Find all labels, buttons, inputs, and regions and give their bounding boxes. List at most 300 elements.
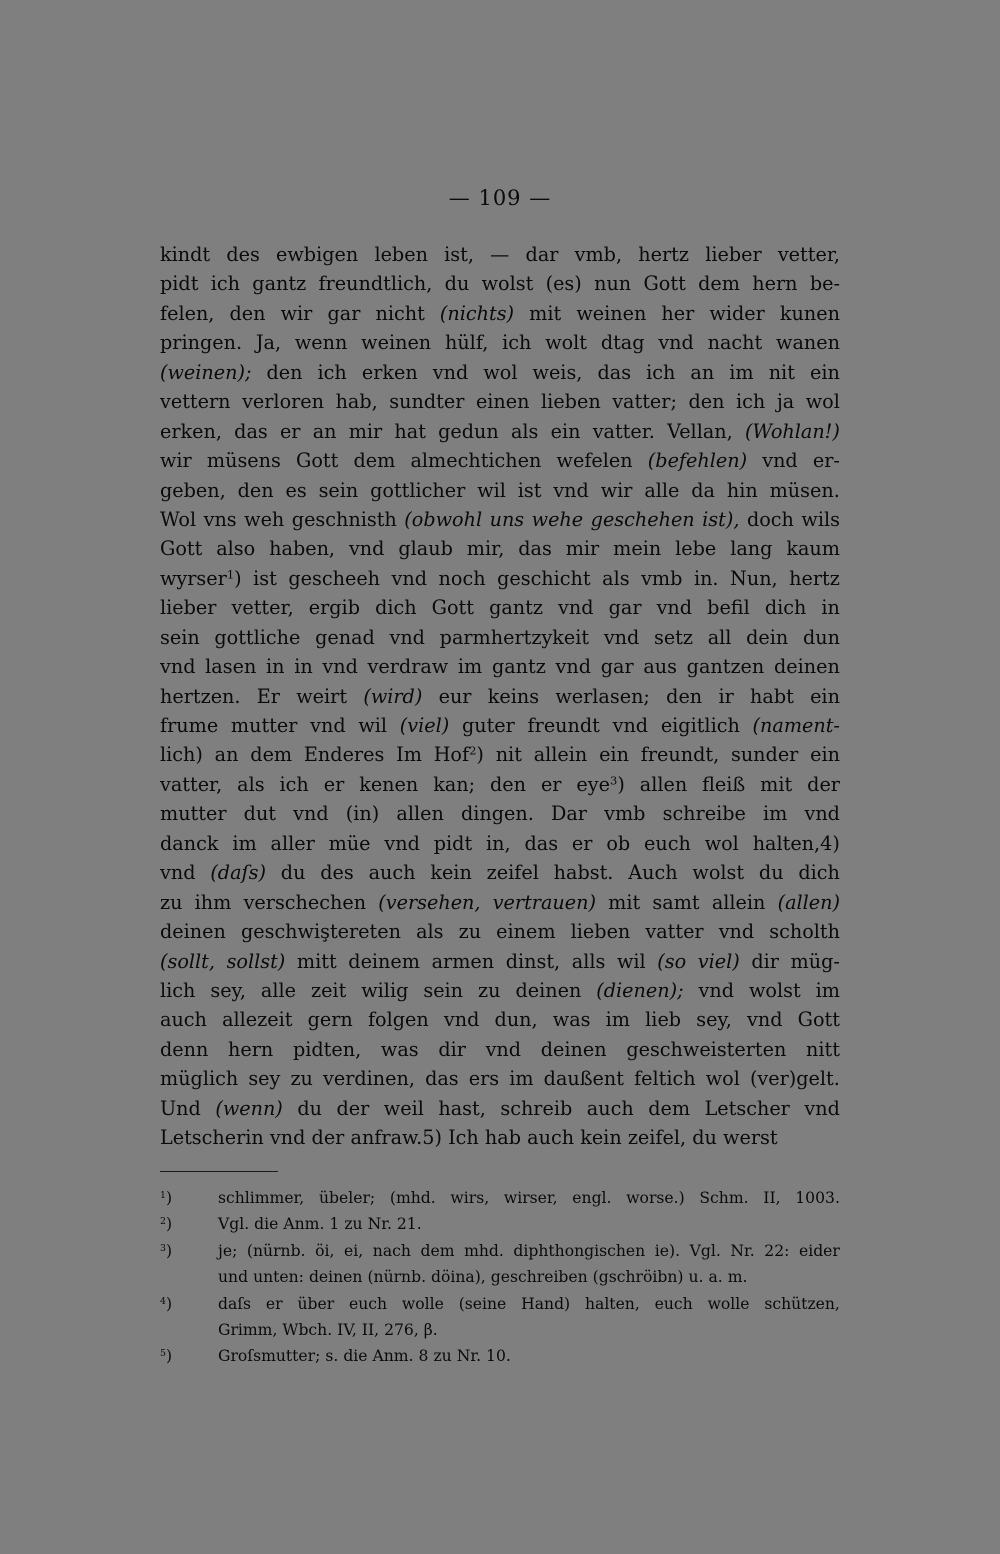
word: vnd <box>612 714 649 737</box>
word: im <box>815 978 840 1002</box>
word: ein <box>599 743 629 767</box>
word: be- <box>809 272 840 296</box>
word: hern <box>752 272 798 296</box>
text-line <box>160 1126 840 1155</box>
word: lasen <box>205 655 257 679</box>
word: (sollt, <box>160 949 215 973</box>
word: ein <box>810 684 840 708</box>
word: Nr. <box>456 1347 482 1366</box>
word: diphthongischen <box>513 1241 646 1260</box>
word: Grimm, <box>218 1320 278 1339</box>
word: sein <box>423 978 464 1002</box>
word: wenn <box>294 331 348 355</box>
word: (weinen); <box>160 360 252 384</box>
word: mhd. <box>464 1241 504 1260</box>
footnote <box>160 1268 840 1294</box>
word: dut <box>243 802 277 826</box>
word: müg- <box>790 949 840 973</box>
word: was <box>380 1037 419 1061</box>
word: (allen) <box>777 890 840 914</box>
word: lieben <box>570 920 631 944</box>
word: weil <box>383 1096 424 1120</box>
word: an <box>312 419 337 443</box>
word: zu <box>290 1067 313 1091</box>
word: ist, <box>444 243 474 266</box>
word: du <box>692 1126 717 1150</box>
word: befil <box>707 596 750 620</box>
footnote-number: $^2$) <box>160 1215 173 1234</box>
word: Vellan, <box>667 419 733 443</box>
text-line <box>160 950 840 979</box>
word: hast, <box>438 1096 486 1120</box>
word: den <box>237 478 274 502</box>
word: sein <box>318 478 359 502</box>
word: wefelen <box>556 449 633 473</box>
word: (befehlen) <box>647 449 748 473</box>
word: wolst <box>481 272 534 296</box>
word: an <box>214 743 239 767</box>
word: also <box>216 537 256 561</box>
word: (es) <box>545 272 582 296</box>
word: dir <box>438 1037 466 1061</box>
footnote-rule <box>160 1171 278 1172</box>
word: vertrauen) <box>492 890 596 914</box>
word: leben <box>374 243 428 266</box>
word: wol <box>705 1067 740 1091</box>
text-line <box>160 567 840 596</box>
word: geschnisth <box>291 507 397 531</box>
word: ihm <box>194 890 232 914</box>
word: 10. <box>486 1347 511 1366</box>
word: II, <box>763 1189 781 1207</box>
word: ich <box>646 360 676 384</box>
word: du <box>444 272 470 296</box>
footnote-number: $^4$) <box>160 1294 173 1313</box>
word: ers <box>468 1067 500 1091</box>
word: daußent <box>543 1067 624 1091</box>
word: müsen. <box>769 478 840 502</box>
word: freundt <box>527 714 600 737</box>
word: keins <box>487 684 540 708</box>
word: auch <box>368 861 416 885</box>
text-line <box>160 979 840 1008</box>
word: Er <box>256 684 280 708</box>
word: dun, <box>494 1008 538 1032</box>
word: dir <box>751 949 779 973</box>
word: (daſs) <box>210 861 266 885</box>
word: nicht <box>375 301 425 325</box>
word: einen <box>475 390 530 414</box>
word: vnd <box>443 1008 480 1032</box>
word: ich <box>279 772 309 796</box>
word: im <box>232 831 257 855</box>
word: du <box>758 861 784 885</box>
word: eur <box>438 684 472 708</box>
word: dtag <box>600 331 645 355</box>
word: felen, <box>160 301 215 325</box>
word: alle <box>644 478 680 502</box>
word: sollst) <box>226 949 286 973</box>
word: im <box>729 360 754 384</box>
text-line <box>160 272 840 301</box>
word: werst <box>723 1126 778 1150</box>
word: gar <box>600 655 634 679</box>
footnote-number: $^5$) <box>160 1347 173 1366</box>
word: deinen <box>773 655 840 679</box>
text-line <box>160 537 840 566</box>
text-line <box>160 331 840 360</box>
word: ergib <box>308 596 360 620</box>
word: (dienen); <box>596 978 684 1002</box>
word: vnd <box>804 802 840 826</box>
footnote <box>160 1215 840 1241</box>
word: mutter <box>230 714 298 737</box>
word: setz <box>653 625 694 649</box>
word: her <box>661 301 695 325</box>
word: vnd <box>762 449 798 473</box>
word: noch <box>438 566 486 590</box>
word: dem <box>420 1241 455 1260</box>
word: a. <box>708 1268 723 1287</box>
word: kein <box>430 861 472 885</box>
text-line <box>160 743 840 772</box>
word: der <box>311 1126 345 1150</box>
word: und <box>218 1268 249 1287</box>
word: vnd <box>658 331 694 355</box>
word: vnd <box>348 537 385 561</box>
word: vnd <box>555 655 592 679</box>
word: gescheeh <box>288 566 381 590</box>
word: ist), <box>702 507 740 531</box>
word: verloren <box>242 390 325 414</box>
word: (wenn) <box>215 1096 283 1120</box>
word: aus <box>643 655 677 679</box>
word: hern <box>228 1037 274 1061</box>
word: 276, <box>384 1320 419 1339</box>
word: mit <box>529 301 562 325</box>
text-line <box>160 861 840 890</box>
word: vnd <box>391 566 428 590</box>
word: kein <box>580 1126 622 1150</box>
word: wils <box>801 507 840 531</box>
word: (viel) <box>399 714 450 737</box>
text-line <box>160 685 840 714</box>
text-line <box>160 508 840 537</box>
word: im <box>457 655 483 679</box>
word: zu <box>344 1215 363 1234</box>
footnote-marker: 3 <box>609 773 618 788</box>
word: gantz <box>491 655 546 679</box>
word: hertz <box>638 243 689 266</box>
word: zeit <box>310 978 347 1002</box>
word: der <box>336 1096 370 1120</box>
word: wyrser$^1$) <box>160 566 242 590</box>
word: (obwohl <box>404 507 483 531</box>
word: er- <box>812 449 840 473</box>
word: wir <box>600 478 633 502</box>
text-line <box>160 832 840 861</box>
text-line <box>160 1038 840 1067</box>
word: vnd <box>656 596 693 620</box>
footnote <box>160 1242 840 1268</box>
word: nun <box>594 272 632 296</box>
footnote <box>160 1295 840 1321</box>
word: wanen <box>776 331 840 355</box>
word: dem <box>648 1096 691 1120</box>
word: ei, <box>344 1241 364 1260</box>
word: Und <box>160 1096 201 1120</box>
footnote-number: $^1$) <box>160 1189 173 1207</box>
word: geschwiştereten <box>240 920 401 944</box>
word: Gott <box>431 596 474 620</box>
word: 1 <box>329 1215 340 1234</box>
word: wolle <box>401 1294 444 1313</box>
word: geschicht <box>497 566 591 590</box>
word: je; <box>218 1241 238 1260</box>
word: dar <box>525 243 559 266</box>
word: den <box>666 684 703 708</box>
word: den <box>266 360 303 384</box>
word: du <box>297 1096 322 1120</box>
word: halten, <box>584 1294 640 1313</box>
word: (ver)gelt. <box>749 1067 840 1091</box>
word: pidten, <box>292 1037 362 1061</box>
word: müglich <box>160 1067 239 1091</box>
word: ist <box>253 566 277 590</box>
word: Nr. <box>367 1215 392 1234</box>
word: im <box>763 802 788 826</box>
word: fleiß <box>702 772 746 796</box>
word: gottliche <box>214 625 301 649</box>
word: haben, <box>269 537 336 561</box>
footnote-text <box>218 1321 840 1339</box>
text-line <box>160 773 840 802</box>
word: nach <box>372 1241 411 1260</box>
word: des <box>226 243 260 266</box>
word: werlasen; <box>555 684 650 708</box>
word: als <box>602 566 630 590</box>
word: wir <box>280 301 313 325</box>
word: lebe <box>675 537 717 561</box>
word: wol <box>805 390 840 414</box>
word: (in) <box>345 802 380 826</box>
word: Gott <box>643 272 686 296</box>
word: schlimmer, <box>218 1189 305 1207</box>
word: genad <box>315 625 375 649</box>
word: vnd <box>322 655 358 679</box>
word: Anm. <box>283 1215 325 1234</box>
word: der <box>807 772 840 796</box>
word: m. <box>727 1268 748 1287</box>
word: vnd <box>698 978 735 1002</box>
word: dem <box>698 272 740 296</box>
word: eye$^3$) <box>576 772 625 796</box>
word: weinen <box>576 301 647 325</box>
word: (nichts) <box>439 301 515 325</box>
word: in <box>821 596 840 620</box>
word: ewbigen <box>276 243 359 266</box>
word: mit <box>608 890 641 914</box>
word: vnd <box>389 625 425 649</box>
word: nit <box>768 360 795 384</box>
word: sein <box>160 625 200 649</box>
word: lieber <box>160 596 217 620</box>
text-line <box>160 1008 840 1037</box>
word: vnd <box>553 478 589 502</box>
word: gedun <box>438 419 499 443</box>
word: kaum <box>786 537 840 561</box>
word: pidt <box>160 272 199 296</box>
word: wolle <box>707 1294 750 1313</box>
text-line <box>160 361 840 390</box>
word: das <box>518 537 552 561</box>
word: geschehen <box>590 507 695 531</box>
word: deinen <box>160 920 226 944</box>
word: was <box>552 1008 591 1032</box>
footnotes <box>160 1189 840 1374</box>
word: hertz <box>789 566 840 590</box>
page-number: — 109 — <box>448 186 552 210</box>
footnote <box>160 1189 840 1215</box>
word: gar <box>608 596 642 620</box>
word: vnd <box>603 625 640 649</box>
word: wol <box>483 360 518 384</box>
word: 8 <box>418 1347 429 1366</box>
word: sunder <box>730 743 799 767</box>
word: erken, <box>160 419 222 443</box>
word: vns <box>203 507 237 531</box>
word: (gschröibn) <box>592 1268 684 1287</box>
word: die <box>254 1215 279 1234</box>
word: (versehen, <box>378 890 481 914</box>
word: die <box>343 1347 368 1366</box>
word: Nun, <box>730 566 778 590</box>
word: nitt <box>806 1037 840 1061</box>
word: Gott <box>296 449 339 473</box>
word: müsens <box>206 449 281 473</box>
word: auch <box>527 1126 575 1150</box>
word: geschreiben <box>490 1268 588 1287</box>
text-line <box>160 449 840 478</box>
word: zu <box>458 920 482 944</box>
word: ich <box>736 390 766 414</box>
word: Hof$^2$) <box>433 743 484 767</box>
word: 21. <box>396 1215 422 1234</box>
word: gantzen <box>686 655 765 679</box>
word: all <box>707 625 732 649</box>
word: doch <box>746 507 794 531</box>
word: über <box>297 1294 335 1313</box>
word: ich <box>317 360 347 384</box>
word: wil <box>616 949 646 973</box>
text-line <box>160 1097 840 1126</box>
word: das <box>524 831 559 855</box>
word: lieb <box>645 1008 682 1032</box>
word: dingen. <box>460 802 534 826</box>
word: vnd <box>718 920 755 944</box>
word: geschweisterten <box>626 1037 787 1061</box>
word: Schm. <box>699 1189 749 1207</box>
word: vatter, <box>160 772 223 796</box>
word: er <box>571 831 593 855</box>
word: pidt <box>433 831 473 855</box>
word: deinen <box>540 1037 607 1061</box>
text-line <box>160 802 840 831</box>
word: euch <box>654 1294 693 1313</box>
word: den <box>490 772 527 796</box>
word: eigitlich <box>660 714 740 737</box>
word: gantz <box>252 272 307 296</box>
word: hab <box>484 1126 522 1150</box>
word: dem <box>353 449 396 473</box>
word: er <box>279 419 301 443</box>
word: dich <box>375 596 417 620</box>
footnote-text <box>218 1268 840 1286</box>
word: es <box>285 478 307 502</box>
word: Ja, <box>255 331 282 355</box>
word: Letscherin <box>160 1126 264 1150</box>
word: aller <box>270 831 315 855</box>
text-line <box>160 420 840 449</box>
word: wolst <box>748 978 801 1002</box>
word: — <box>490 243 510 266</box>
word: ich <box>210 272 240 296</box>
word: hertzen. <box>160 684 241 708</box>
word: allein <box>533 743 588 767</box>
word: uns <box>489 507 525 531</box>
word: (nürnb. <box>367 1268 427 1287</box>
word: auch <box>160 1008 207 1032</box>
word: den <box>229 301 266 325</box>
word: gantz <box>489 596 543 620</box>
word: den <box>688 390 725 414</box>
word: dich <box>764 596 807 620</box>
word: wir <box>160 449 192 473</box>
word: gern <box>307 1008 353 1032</box>
word: habt <box>750 684 794 708</box>
word: sundter <box>389 390 465 414</box>
body-text <box>160 243 840 1156</box>
word: kindt <box>160 243 211 266</box>
footnote <box>160 1347 840 1373</box>
word: ein <box>810 743 840 767</box>
word: vmb, <box>574 243 623 266</box>
word: vnd <box>160 655 196 679</box>
word: vnd <box>485 1037 522 1061</box>
word: lang <box>730 537 773 561</box>
text-line <box>160 920 840 949</box>
word: folgen <box>367 1008 429 1032</box>
word: Wol <box>160 507 197 531</box>
word: das <box>597 360 632 384</box>
word: IV, <box>337 1320 357 1339</box>
word: ein <box>550 419 581 443</box>
word: wil <box>477 478 506 502</box>
word: kan; <box>433 772 476 796</box>
word: Hand) <box>521 1294 571 1313</box>
word: erken <box>361 360 418 384</box>
word: mir <box>565 537 600 561</box>
word: in <box>294 655 313 679</box>
word: Wbch. <box>282 1320 333 1339</box>
word: 1003. <box>795 1189 840 1207</box>
word: hülf, <box>444 331 489 355</box>
word: dem <box>250 743 293 767</box>
word: habst. <box>553 861 614 885</box>
word: wil <box>358 714 388 737</box>
word: mit <box>760 772 793 796</box>
word: verschechen <box>243 890 367 914</box>
